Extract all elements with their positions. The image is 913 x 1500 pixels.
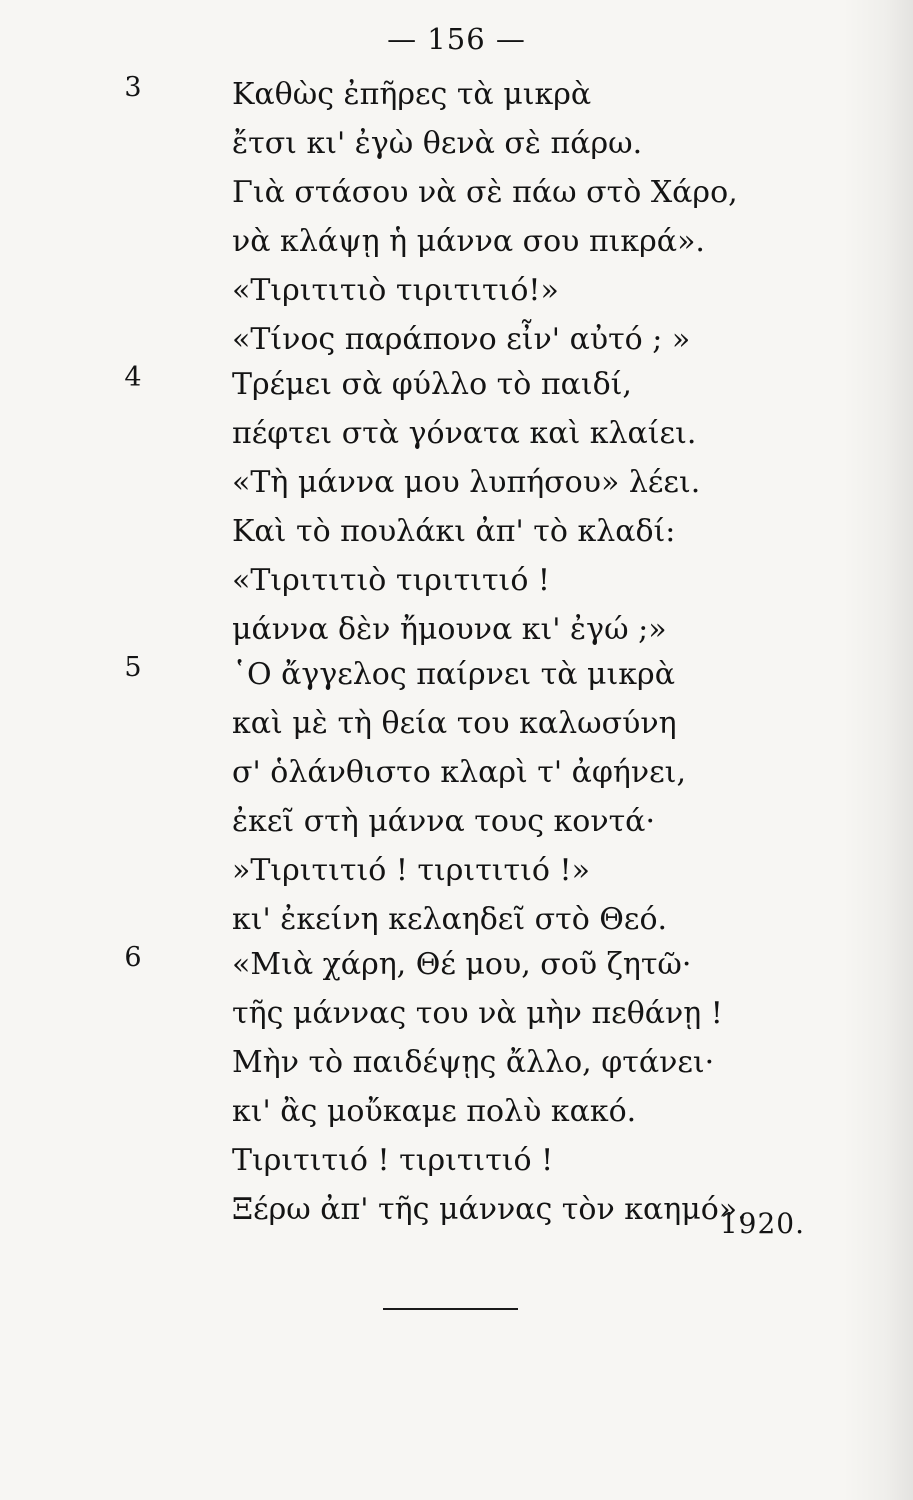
verse-line: »Τιριτιτιό ! τιριτιτιό !»: [232, 853, 590, 888]
verse-line: πέφτει στὰ γόνατα καὶ κλαίει.: [232, 416, 697, 451]
verse-line: καὶ μὲ τὴ θεία του καλωσύνη: [232, 706, 677, 741]
stanza: [232, 940, 792, 1234]
verse-line: κι' ἐκείνη κελαηδεῖ στὸ Θεό.: [232, 902, 668, 937]
verse-line: νὰ κλάψῃ ἡ μάννα σου πικρά».: [232, 224, 705, 259]
verse-line: ἐκεῖ στὴ μάννα τους κοντά·: [232, 804, 655, 839]
stanza: [232, 650, 792, 944]
stanza-number: 3: [124, 72, 142, 103]
stanza-number: 6: [124, 942, 142, 973]
verse-line: Γιὰ στάσου νὰ σὲ πάω στὸ Χάρο,: [232, 175, 738, 210]
verse-line: σ' ὁλάνθιστο κλαρὶ τ' ἀφήνει,: [232, 755, 686, 790]
end-rule: [383, 1308, 518, 1310]
stanza-number: 5: [124, 652, 142, 683]
verse-line: «Τιριτιτιὸ τιριτιτιό !: [232, 563, 550, 598]
verse-line: Καθὼς ἐπῆρες τὰ μικρὰ: [232, 77, 592, 112]
verse-line: Μὴν τὸ παιδέψῃς ἄλλο, φτάνει·: [232, 1045, 715, 1080]
page-edge-shadow: [843, 0, 913, 1500]
verse-line: ῾Ο ἄγγελος παίρνει τὰ μικρὰ: [232, 657, 675, 692]
verse-line: μάννα δὲν ἤμουνα κι' ἐγώ ;»: [232, 612, 667, 647]
verse-line: «Τὴ μάννα μου λυπήσου» λέει.: [232, 465, 701, 500]
verse-line: Τρέμει σὰ φύλλο τὸ παιδί,: [232, 367, 632, 402]
verse-line: «Μιὰ χάρη, Θέ μου, σοῦ ζητῶ·: [232, 947, 692, 982]
verse-line: Ξέρω ἀπ' τῆς μάννας τὸν καημό».: [232, 1192, 747, 1227]
verse-line: «Τίνος παράπονο εἶν' αὐτό ; »: [232, 322, 691, 357]
stanza-number: 4: [124, 362, 142, 393]
verse-line: Τιριτιτιό ! τιριτιτιό !: [232, 1143, 554, 1178]
verse-line: «Τιριτιτιὸ τιριτιτιό!»: [232, 273, 559, 308]
verse-line: Καὶ τὸ πουλάκι ἀπ' τὸ κλαδί:: [232, 514, 676, 549]
verse-line: τῆς μάννας του νὰ μὴν πεθάνῃ !: [232, 996, 723, 1031]
page-number: — 156 —: [387, 22, 526, 56]
stanza: [232, 360, 792, 654]
verse-line: ἔτσι κι' ἐγὼ θενὰ σὲ πάρω.: [232, 126, 643, 161]
stanza: [232, 70, 792, 364]
verse-line: κι' ἂς μοὔκαμε πολὺ κακό.: [232, 1094, 637, 1129]
date-year: 1920.: [719, 1207, 805, 1240]
